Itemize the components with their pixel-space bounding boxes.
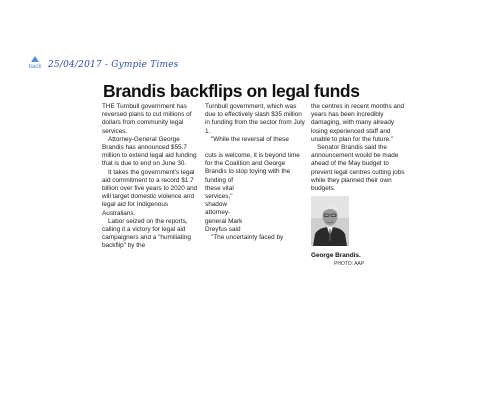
paragraph: It takes the government's legal aid commitment to a record $1.7 billion over five years to 2020 and will target domestic violence and legal aid for Indigenous Australians. bbox=[102, 168, 198, 217]
back-label: back bbox=[28, 64, 42, 70]
handwritten-date-source: 25/04/2017 - Gympie Times bbox=[48, 60, 179, 70]
paragraph: funding of these vital services," shadow attorney-general Mark Dreyfus said bbox=[205, 176, 243, 233]
back-button[interactable] bbox=[26, 56, 44, 71]
photo-caption-name: George Brandis. bbox=[311, 252, 361, 259]
article-headline: Brandis backflips on legal funds bbox=[103, 81, 360, 101]
up-arrow-icon bbox=[31, 56, 39, 62]
paragraph: Attorney-General George Brandis has announced $55.7 million to extend legal aid funding that is due to end on June 30. bbox=[102, 135, 197, 168]
article-column-2 bbox=[205, 103, 305, 242]
paragraph: cuts is welcome, it is beyond time for the Coalition and George Brandis to stop toying with the bbox=[205, 152, 300, 176]
paragraph: THE Turnbull government has reversed plans to cut millions of dollars from community legal services. bbox=[102, 103, 192, 135]
photo-credit: PHOTO: AAP bbox=[334, 261, 365, 267]
paragraph: Senator Brandis said the announcement would be made ahead of the May budget to prevent legal centres cutting jobs while they planned their own budgets. bbox=[311, 144, 405, 193]
paragraph: "While the reversal of these bbox=[211, 135, 289, 143]
article-column-1 bbox=[102, 103, 201, 251]
portrait-image bbox=[311, 196, 349, 246]
portrait-photo bbox=[311, 196, 349, 246]
paragraph: Turnbull government, which was due to effectively slash $35 million in funding from the sector from July 1. bbox=[205, 103, 305, 135]
paragraph: Labor seized on the reports, calling it a victory for legal aid campaigners and a "humiliating backflip" by the bbox=[102, 217, 191, 250]
paragraph: "The uncertainty faced by bbox=[211, 234, 284, 242]
paragraph: the centres in recent months and years has been incredibly damaging, with many already losing experienced staff and unable to plan for the future." bbox=[311, 103, 405, 143]
article-column-3 bbox=[311, 103, 405, 193]
